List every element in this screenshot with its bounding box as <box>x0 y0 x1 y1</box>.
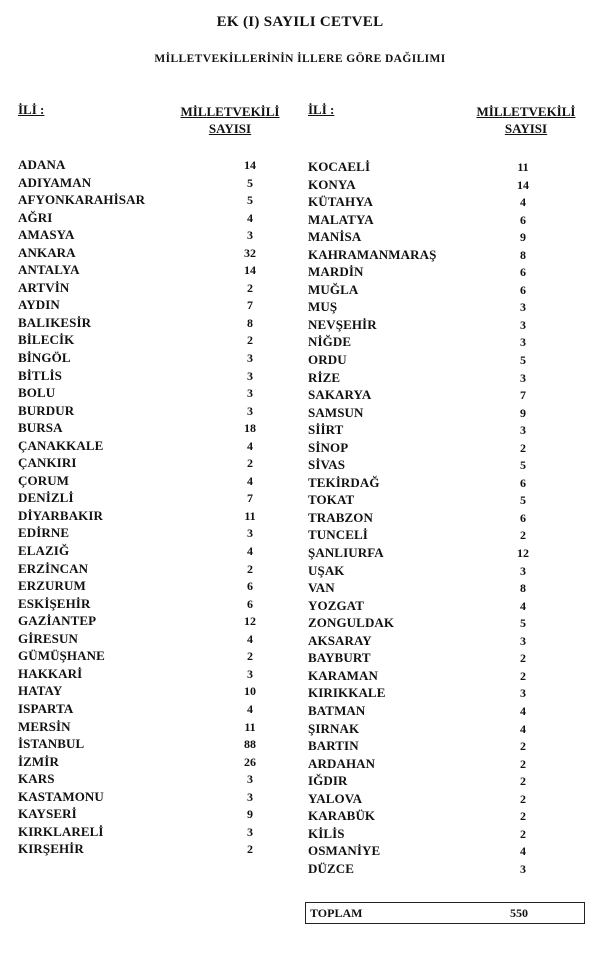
province-header-left: İLİ : <box>18 102 45 117</box>
province-row <box>18 840 258 858</box>
province-row <box>308 369 548 387</box>
province-row <box>308 316 548 334</box>
deputy-count: 3 <box>247 403 253 418</box>
province-name: ESKİŞEHİR <box>18 595 91 611</box>
province-name: ADANA <box>18 157 66 172</box>
province-row <box>308 456 548 474</box>
province-row <box>308 158 548 176</box>
province-name: RİZE <box>308 369 341 385</box>
province-name: AYDIN <box>18 297 60 313</box>
deputy-count: 2 <box>247 333 253 348</box>
province-name: MALATYA <box>308 211 374 227</box>
province-name: TUNCELİ <box>308 527 368 543</box>
province-row <box>308 351 548 369</box>
province-row <box>308 702 548 720</box>
province-row <box>18 560 258 578</box>
province-row <box>18 770 258 788</box>
province-row <box>308 228 548 246</box>
province-name: GİRESUN <box>18 630 78 646</box>
province-name: KIRKLARELİ <box>18 823 104 839</box>
deputy-count: 3 <box>520 300 526 315</box>
province-name: MANİSA <box>308 229 362 245</box>
deputy-count: 18 <box>244 421 256 436</box>
province-row <box>18 524 258 542</box>
province-name: OSMANİYE <box>308 843 381 859</box>
province-row <box>18 489 258 507</box>
deputy-count: 2 <box>520 809 526 824</box>
deputy-count: 10 <box>244 684 256 699</box>
province-name: BURDUR <box>18 402 75 418</box>
province-row <box>308 509 548 527</box>
province-row <box>308 790 548 808</box>
deputy-count: 9 <box>247 807 253 822</box>
deputy-count: 3 <box>520 633 526 648</box>
province-row <box>18 279 258 297</box>
province-row <box>18 261 258 279</box>
province-row <box>308 386 548 404</box>
province-row <box>308 439 548 457</box>
province-name: ERZURUM <box>18 578 86 594</box>
deputy-count: 11 <box>244 719 256 734</box>
province-row <box>308 562 548 580</box>
province-row <box>308 246 548 264</box>
deputy-count: 8 <box>520 581 526 596</box>
province-name: ORDU <box>308 352 347 368</box>
province-row <box>18 577 258 595</box>
province-name: MERSİN <box>18 718 71 734</box>
deputy-count: 2 <box>247 649 253 664</box>
deputy-count: 3 <box>520 563 526 578</box>
deputy-count: 5 <box>247 175 253 190</box>
deputy-count: 2 <box>520 528 526 543</box>
province-name: KÜTAHYA <box>308 194 373 210</box>
deputy-count: 4 <box>520 721 526 736</box>
province-row <box>308 825 548 843</box>
province-row <box>18 174 258 192</box>
province-name: KARABÜK <box>308 808 376 824</box>
province-row <box>18 296 258 314</box>
province-name: ELAZIĞ <box>18 543 70 559</box>
deputy-count: 3 <box>247 824 253 839</box>
deputy-count: 2 <box>520 440 526 455</box>
deputy-count: 5 <box>247 193 253 208</box>
province-row <box>18 226 258 244</box>
deputy-count: 2 <box>520 791 526 806</box>
deputy-count: 32 <box>244 245 256 260</box>
province-row <box>18 384 258 402</box>
deputy-count: 9 <box>520 230 526 245</box>
deputy-count: 3 <box>247 772 253 787</box>
province-row <box>18 367 258 385</box>
deputy-count: 3 <box>520 861 526 876</box>
province-name: MARDİN <box>308 264 364 280</box>
deputy-count: 11 <box>517 160 529 174</box>
province-row <box>308 755 548 773</box>
province-name: ANTALYA <box>18 262 80 278</box>
province-row <box>308 667 548 685</box>
province-name: KAHRAMANMARAŞ <box>308 246 437 262</box>
deputy-count: 2 <box>247 456 253 471</box>
province-row <box>308 193 548 211</box>
province-row <box>18 682 258 700</box>
province-row <box>18 700 258 718</box>
province-name: DÜZCE <box>308 860 355 876</box>
province-name: HATAY <box>18 683 63 699</box>
deputy-count: 2 <box>520 756 526 771</box>
province-row <box>18 331 258 349</box>
deputy-count: 14 <box>244 263 256 278</box>
total-value: 550 <box>510 906 528 920</box>
province-name: TOKAT <box>308 492 355 508</box>
deputy-count: 5 <box>520 458 526 473</box>
province-row <box>308 597 548 615</box>
deputy-count: 26 <box>244 754 256 769</box>
count-header-left-line2: SAYISI <box>208 121 252 136</box>
deputy-count: 6 <box>247 579 253 594</box>
province-row <box>308 614 548 632</box>
province-name: İZMİR <box>18 753 59 769</box>
province-name: SAMSUN <box>308 404 364 420</box>
province-name: BALIKESİR <box>18 314 92 330</box>
province-name: SİVAS <box>308 457 346 473</box>
province-row <box>308 491 548 509</box>
province-row <box>18 349 258 367</box>
deputy-count: 2 <box>247 280 253 295</box>
province-name: ARTVİN <box>18 279 70 295</box>
deputy-count: 5 <box>520 616 526 631</box>
deputy-count: 4 <box>247 210 253 225</box>
deputy-count: 12 <box>517 546 529 561</box>
deputy-count: 3 <box>247 666 253 681</box>
province-name: BURSA <box>18 420 63 436</box>
province-name: BATMAN <box>308 702 366 718</box>
deputy-count: 12 <box>244 614 256 629</box>
province-row <box>308 579 548 597</box>
province-row <box>18 630 258 648</box>
deputy-count: 2 <box>520 668 526 683</box>
province-header-right: İLİ : <box>308 102 335 117</box>
province-name: NEVŞEHİR <box>308 316 377 332</box>
province-row <box>18 647 258 665</box>
province-name: TRABZON <box>308 509 373 525</box>
province-list-right <box>308 158 548 877</box>
deputy-count: 2 <box>520 826 526 841</box>
province-name: UŞAK <box>308 562 345 578</box>
province-name: NİĞDE <box>308 334 352 350</box>
province-row <box>18 542 258 560</box>
deputy-count: 2 <box>247 842 253 857</box>
province-name: GAZİANTEP <box>18 613 97 629</box>
province-row <box>18 507 258 525</box>
deputy-count: 9 <box>520 405 526 420</box>
province-row <box>308 211 548 229</box>
deputy-count: 3 <box>520 370 526 385</box>
province-name: ÇANKIRI <box>18 455 77 471</box>
deputy-count: 6 <box>247 596 253 611</box>
province-name: AĞRI <box>18 209 53 225</box>
province-row <box>18 665 258 683</box>
deputy-count: 2 <box>520 774 526 789</box>
province-name: ZONGULDAK <box>308 615 395 631</box>
province-name: KIRIKKALE <box>308 685 386 701</box>
province-row <box>18 595 258 613</box>
deputy-count: 3 <box>247 228 253 243</box>
count-header-left <box>166 103 294 137</box>
deputy-count: 5 <box>520 353 526 368</box>
province-name: DENİZLİ <box>18 490 74 506</box>
count-header-right-line1: MİLLETVEKİLİ <box>476 104 576 119</box>
province-name: KAYSERİ <box>18 806 77 822</box>
deputy-count: 7 <box>247 491 253 506</box>
deputy-count: 14 <box>517 177 529 192</box>
province-row <box>18 472 258 490</box>
deputy-count: 3 <box>247 351 253 366</box>
deputy-count: 6 <box>520 265 526 280</box>
province-row <box>308 772 548 790</box>
province-row <box>308 737 548 755</box>
province-name: İSTANBUL <box>18 736 85 752</box>
deputy-count: 3 <box>520 335 526 350</box>
deputy-count: 5 <box>520 493 526 508</box>
province-name: SİİRT <box>308 422 344 438</box>
province-name: AFYONKARAHİSAR <box>18 192 146 208</box>
province-row <box>18 454 258 472</box>
province-name: EDİRNE <box>18 525 70 541</box>
deputy-count: 3 <box>247 526 253 541</box>
province-row <box>308 333 548 351</box>
province-name: KIRŞEHİR <box>18 841 84 857</box>
province-name: ÇORUM <box>18 472 70 488</box>
deputy-count: 2 <box>520 651 526 666</box>
deputy-count: 7 <box>247 298 253 313</box>
province-row <box>308 720 548 738</box>
province-name: AKSARAY <box>308 632 372 648</box>
province-row <box>18 244 258 262</box>
document-title: EK (I) SAYILI CETVEL <box>216 14 384 30</box>
province-name: KİLİS <box>308 825 345 841</box>
deputy-count: 4 <box>247 438 253 453</box>
province-name: ANKARA <box>18 244 76 260</box>
province-row <box>18 753 258 771</box>
province-name: BİTLİS <box>18 367 62 383</box>
province-row <box>18 314 258 332</box>
province-name: BİLECİK <box>18 332 75 348</box>
province-name: DİYARBAKIR <box>18 507 104 523</box>
province-row <box>308 842 548 860</box>
deputy-count: 3 <box>520 423 526 438</box>
total-box <box>305 902 585 924</box>
deputy-count: 4 <box>520 598 526 613</box>
deputy-count: 8 <box>520 247 526 262</box>
province-row <box>308 298 548 316</box>
province-row <box>18 823 258 841</box>
province-name: ARDAHAN <box>308 755 376 771</box>
deputy-count: 2 <box>520 739 526 754</box>
province-row <box>308 474 548 492</box>
province-name: SAKARYA <box>308 387 372 403</box>
province-name: KARAMAN <box>308 667 379 683</box>
province-name: ISPARTA <box>18 700 74 716</box>
deputy-count: 3 <box>520 686 526 701</box>
deputy-count: 11 <box>244 508 256 523</box>
province-name: ERZİNCAN <box>18 560 89 576</box>
province-name: KASTAMONU <box>18 788 104 804</box>
province-row <box>308 684 548 702</box>
province-name: IĞDIR <box>308 773 348 789</box>
deputy-count: 14 <box>244 158 256 172</box>
deputy-count: 6 <box>520 282 526 297</box>
province-row <box>18 402 258 420</box>
deputy-count: 6 <box>520 475 526 490</box>
province-name: MUĞLA <box>308 281 359 297</box>
province-row <box>308 632 548 650</box>
deputy-count: 4 <box>247 544 253 559</box>
province-row <box>18 419 258 437</box>
deputy-count: 4 <box>247 701 253 716</box>
province-row <box>308 860 548 878</box>
province-name: KONYA <box>308 176 356 192</box>
province-row <box>18 612 258 630</box>
province-row <box>308 404 548 422</box>
province-row <box>18 805 258 823</box>
deputy-count: 4 <box>520 195 526 210</box>
province-name: KOCAELİ <box>308 159 371 174</box>
province-name: ADIYAMAN <box>18 174 92 190</box>
deputy-count: 4 <box>520 703 526 718</box>
deputy-count: 88 <box>244 737 256 752</box>
deputy-count: 8 <box>247 315 253 330</box>
province-row <box>18 191 258 209</box>
deputy-count: 3 <box>247 789 253 804</box>
deputy-count: 4 <box>520 844 526 859</box>
province-row <box>308 176 548 194</box>
province-name: SİNOP <box>308 439 349 455</box>
deputy-count: 3 <box>247 368 253 383</box>
deputy-count: 3 <box>247 386 253 401</box>
province-row <box>18 718 258 736</box>
province-name: ÇANAKKALE <box>18 437 104 453</box>
province-name: ŞIRNAK <box>308 720 360 736</box>
province-row <box>308 526 548 544</box>
deputy-count: 3 <box>520 317 526 332</box>
province-list-left <box>18 156 258 858</box>
deputy-count: 4 <box>247 473 253 488</box>
province-name: YOZGAT <box>308 597 364 613</box>
count-header-right-line2: SAYISI <box>504 121 548 136</box>
province-row <box>308 421 548 439</box>
province-name: HAKKARİ <box>18 665 83 681</box>
province-name: KARS <box>18 771 55 787</box>
province-name: GÜMÜŞHANE <box>18 648 105 664</box>
province-name: MUŞ <box>308 299 338 315</box>
province-row <box>18 735 258 753</box>
province-row <box>18 156 258 174</box>
deputy-count: 4 <box>247 631 253 646</box>
deputy-count: 2 <box>247 561 253 576</box>
deputy-count: 6 <box>520 510 526 525</box>
total-label: TOPLAM <box>310 906 363 920</box>
province-row <box>308 263 548 281</box>
province-row <box>308 807 548 825</box>
province-name: BİNGÖL <box>18 350 71 366</box>
province-name: ŞANLIURFA <box>308 545 384 561</box>
province-name: BARTIN <box>308 738 359 754</box>
document-subtitle: MİLLETVEKİLLERİNİN İLLERE GÖRE DAĞILIMI <box>154 53 446 65</box>
province-name: TEKİRDAĞ <box>308 474 380 490</box>
province-row <box>18 209 258 227</box>
deputy-count: 6 <box>520 212 526 227</box>
province-name: BAYBURT <box>308 650 371 666</box>
deputy-count: 7 <box>520 388 526 403</box>
province-row <box>18 437 258 455</box>
province-name: VAN <box>308 580 335 596</box>
count-header-right <box>462 103 590 137</box>
province-name: YALOVA <box>308 790 363 806</box>
province-row <box>308 544 548 562</box>
province-name: BOLU <box>18 385 56 401</box>
province-row <box>18 788 258 806</box>
province-name: AMASYA <box>18 227 75 243</box>
count-header-left-line1: MİLLETVEKİLİ <box>180 104 280 119</box>
province-row <box>308 281 548 299</box>
province-row <box>308 649 548 667</box>
